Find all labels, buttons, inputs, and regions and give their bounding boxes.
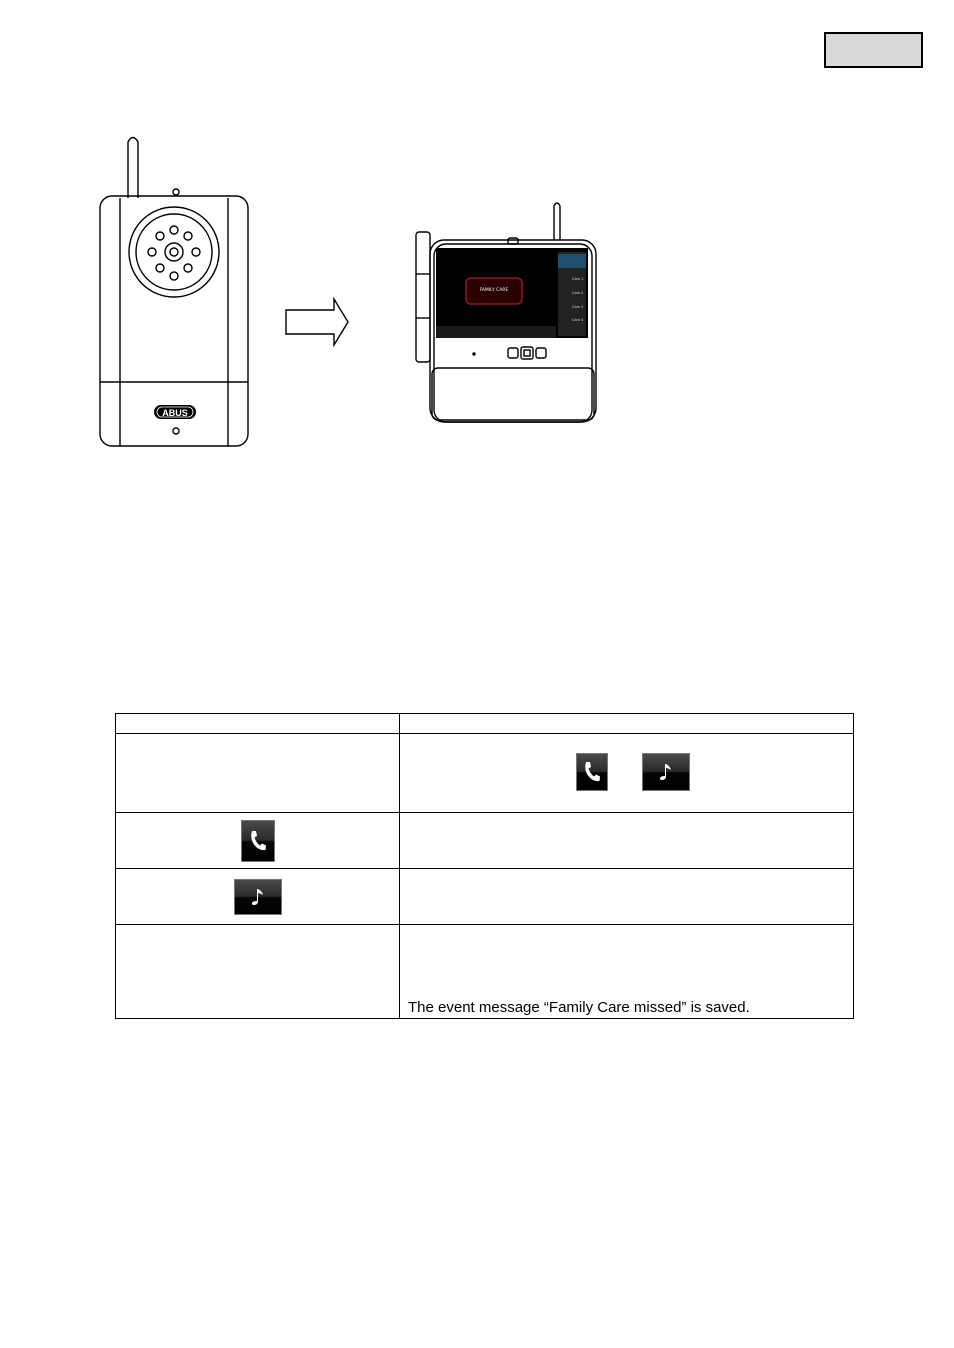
table-header-cell	[116, 714, 400, 734]
monitor-screen	[436, 248, 588, 338]
family-care-table	[115, 713, 854, 1019]
table-cell	[116, 734, 400, 813]
missed-event-text: The event message “Family Care missed” is saved.	[408, 999, 750, 1016]
phone-handset-icon	[249, 830, 267, 852]
phone-handset-icon	[583, 761, 601, 783]
svg-text:Cam 2: Cam 2	[572, 291, 584, 295]
camera-logo	[154, 405, 196, 419]
sound-button[interactable]	[234, 879, 282, 915]
table-row	[116, 925, 854, 1019]
table-cell	[116, 869, 400, 925]
svg-text:FAMILY CARE: FAMILY CARE	[479, 288, 509, 293]
table-cell	[116, 813, 400, 869]
table-cell	[400, 925, 854, 1019]
table-cell	[400, 813, 854, 869]
table-cell	[400, 869, 854, 925]
arrow-right-icon	[286, 299, 348, 345]
camera-drawing	[100, 138, 248, 447]
call-button[interactable]	[241, 820, 275, 862]
sound-button[interactable]	[642, 753, 690, 791]
svg-text:ABUS: ABUS	[162, 408, 188, 418]
table-row	[116, 813, 854, 869]
language-tab	[824, 32, 923, 68]
call-button[interactable]	[576, 753, 608, 791]
svg-text:Cam 4: Cam 4	[572, 318, 584, 322]
table-cell	[116, 925, 400, 1019]
table-header-cell	[400, 714, 854, 734]
table-row	[116, 734, 854, 813]
table-cell	[400, 734, 854, 813]
music-note-icon	[251, 887, 265, 907]
music-note-icon	[659, 762, 673, 782]
table-row	[116, 869, 854, 925]
svg-text:Cam 3: Cam 3	[572, 305, 584, 309]
svg-text:Cam 1: Cam 1	[572, 277, 584, 281]
table-header-row	[116, 714, 854, 734]
camera-to-monitor-illustration	[90, 128, 630, 458]
